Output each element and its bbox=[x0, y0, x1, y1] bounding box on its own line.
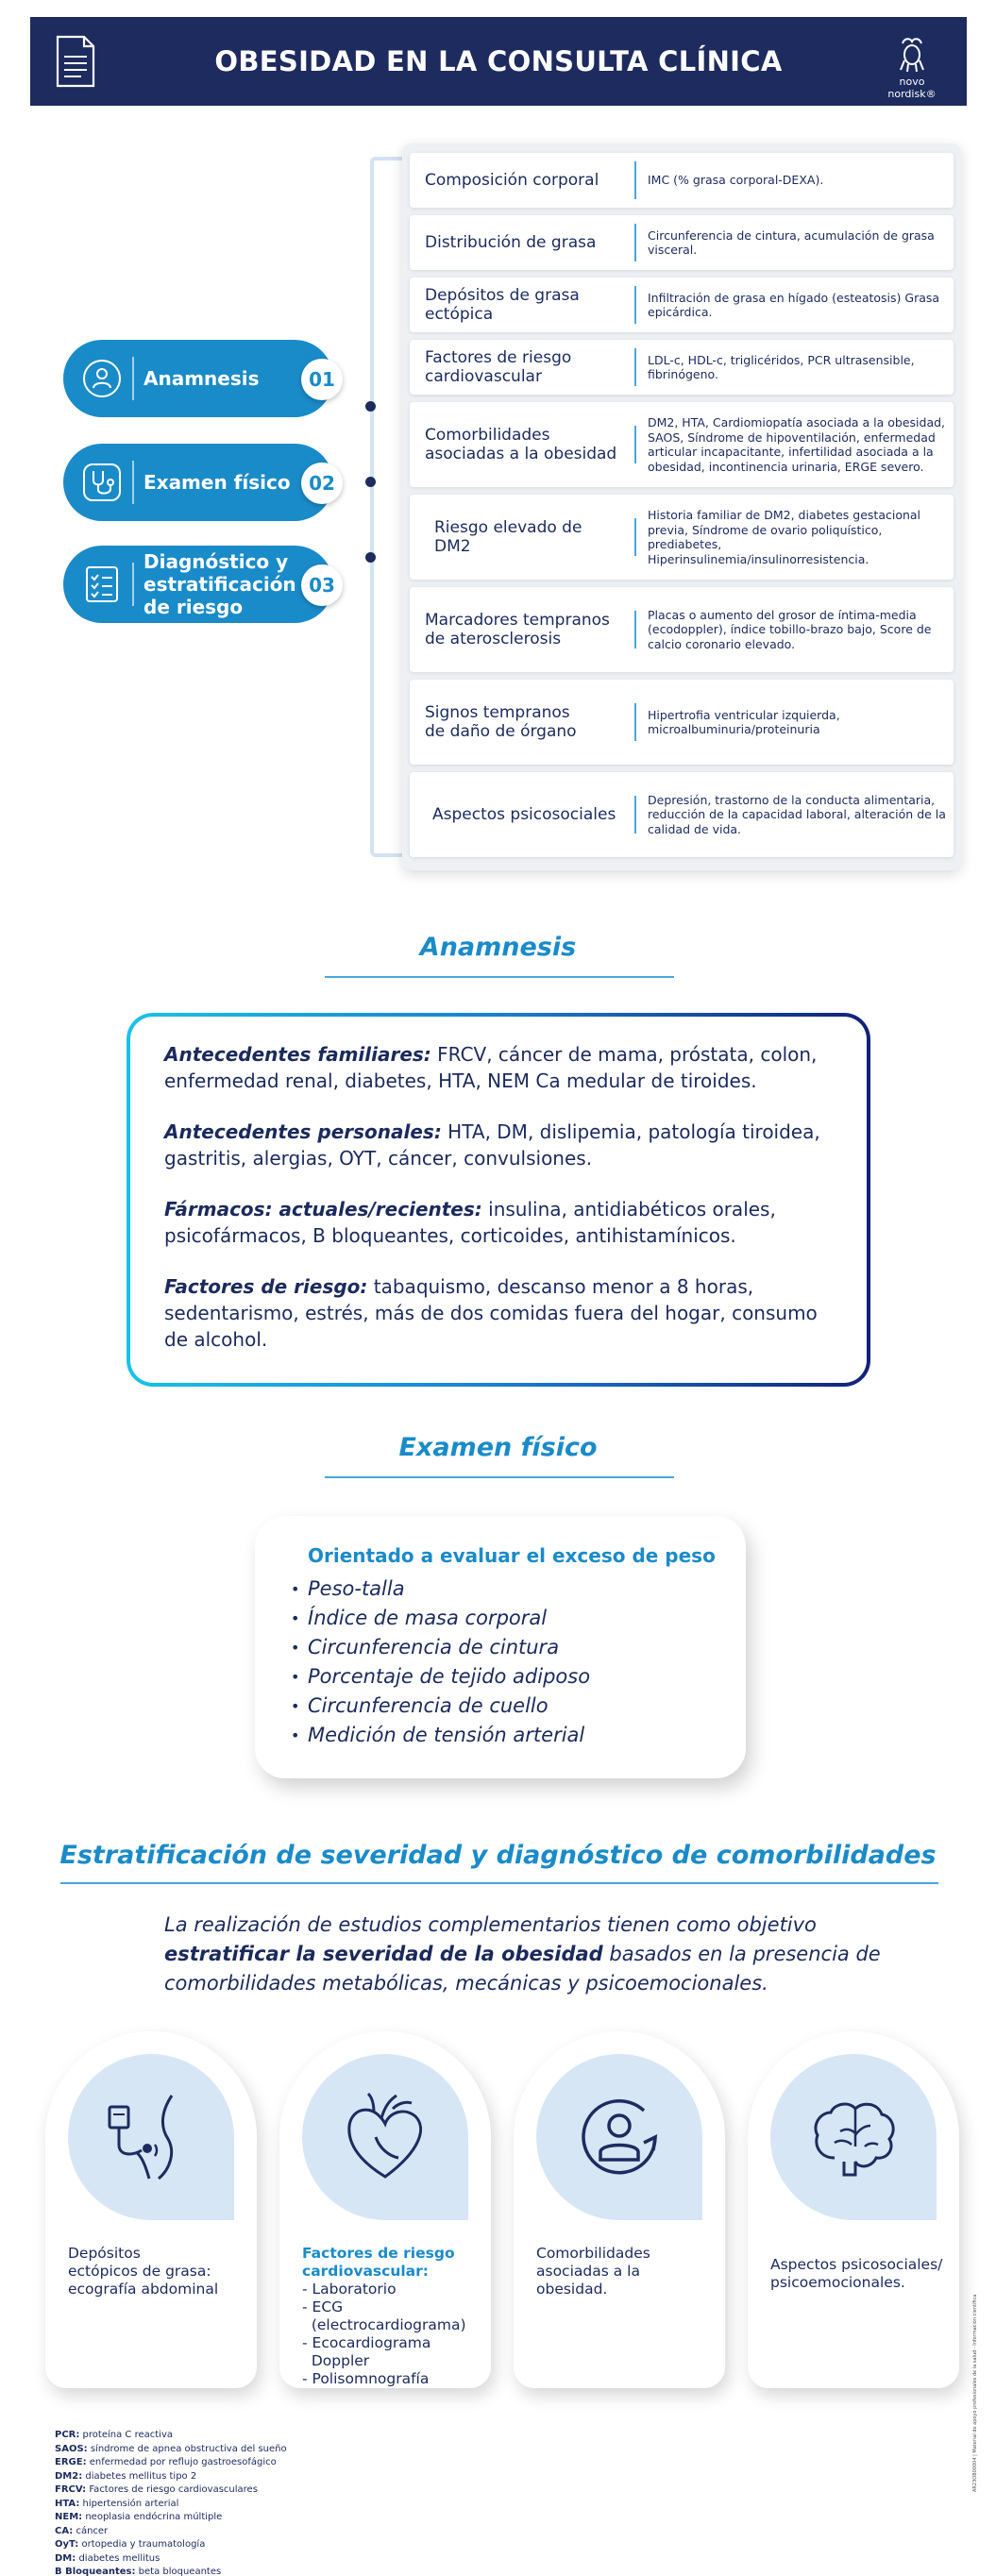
step-separator bbox=[132, 461, 134, 504]
row-label: Marcadores tempranos de aterosclerosis bbox=[425, 611, 610, 648]
anamnesis-item: Fármacos: actuales/recientes: insulina, antidiabéticos orales, psicofármacos, B bloqueantes, corticoides, antihistamínicos. bbox=[164, 1198, 776, 1247]
footnote: OyT: ortopedia y traumatología bbox=[55, 2539, 206, 2550]
footnote: FRCV: Factores de riesgo cardiovasculares bbox=[55, 2484, 258, 2495]
logo-text: novo nordisk® bbox=[887, 76, 937, 100]
list-item: • Índice de masa corporal bbox=[291, 1607, 548, 1629]
row-label: Distribución de grasa bbox=[425, 233, 597, 252]
anamnesis-item: Antecedentes personales: HTA, DM, dislipemia, patología tiroidea, gastritis, alergias, OYT, cáncer, convulsiones. bbox=[164, 1120, 820, 1170]
row-divider bbox=[634, 703, 636, 741]
card-factores-riesgo bbox=[279, 2031, 491, 2388]
step-number: 01 bbox=[301, 359, 343, 400]
card-depositos bbox=[45, 2031, 257, 2388]
novo-nordisk-logo bbox=[874, 36, 950, 100]
section-underline bbox=[325, 1476, 674, 1478]
row-description: Placas o aumento del grosor de íntima-media (ecodoppler), índice tobillo-brazo bajo, Score de calcio coronario elevado. bbox=[648, 607, 932, 651]
card-text: Depósitos ectópicos de grasa: ecografía abdominal bbox=[68, 2245, 219, 2298]
header-banner bbox=[30, 17, 967, 106]
criteria-row bbox=[410, 153, 954, 208]
criteria-row bbox=[410, 495, 954, 580]
footnote: NEM: neoplasia endócrina múltiple bbox=[55, 2512, 223, 2522]
step-anamnesis bbox=[63, 340, 333, 417]
footnote: DM2: diabetes mellitus tipo 2 bbox=[55, 2470, 197, 2482]
step-examen-fisico bbox=[63, 444, 333, 521]
list-item: • Peso-talla bbox=[291, 1577, 405, 1600]
footnotes bbox=[55, 2429, 287, 2576]
footnote: B Bloqueantes: beta bloqueantes bbox=[55, 2567, 222, 2576]
step-label: Diagnóstico y estratificación de riesgo bbox=[143, 550, 296, 618]
section-title-examen: Examen físico bbox=[398, 1433, 598, 1462]
page-title: OBESIDAD EN LA CONSULTA CLÍNICA bbox=[214, 45, 783, 77]
connector-dot-2 bbox=[365, 477, 376, 487]
row-label: Composición corporal bbox=[425, 171, 599, 190]
row-divider bbox=[634, 286, 636, 324]
card-comorbilidades bbox=[514, 2031, 725, 2388]
brain-icon bbox=[806, 2090, 901, 2184]
row-divider bbox=[634, 518, 636, 556]
row-label: Factores de riesgo cardiovascular bbox=[425, 348, 572, 386]
list-item: • Porcentaje de tejido adiposo bbox=[291, 1665, 591, 1688]
section-title-estratificacion: Estratificación de severidad y diagnóstico de comorbilidades bbox=[59, 1841, 937, 1870]
footnote: CA: cáncer bbox=[55, 2525, 109, 2536]
side-legal-code: AR23OB00004 | Material de apoyo profesionales de la salud - Información científica bbox=[972, 2294, 978, 2492]
list-item: • Circunferencia de cuello bbox=[291, 1694, 549, 1717]
footnote: PCR: proteína C reactiva bbox=[55, 2430, 173, 2440]
row-divider bbox=[634, 426, 636, 463]
card-text: Comorbilidades asociadas a la obesidad. bbox=[536, 2245, 650, 2298]
anamnesis-box bbox=[127, 1013, 870, 1387]
heart-icon bbox=[338, 2090, 432, 2184]
footnote: DM: diabetes mellitus bbox=[55, 2552, 160, 2564]
anamnesis-item: Antecedentes familiares: FRCV, cáncer de mama, próstata, colon, enfermedad renal, diabetes, HTA, NEM Ca medular de tiroides. bbox=[164, 1043, 818, 1092]
section-title-anamnesis: Anamnesis bbox=[419, 933, 577, 962]
row-description: IMC (% grasa corporal-DEXA). bbox=[648, 173, 824, 188]
person-icon bbox=[82, 359, 122, 398]
row-label: Riesgo elevado de DM2 bbox=[434, 518, 582, 556]
examen-heading: Orientado a evaluar el exceso de peso bbox=[308, 1544, 716, 1567]
row-divider bbox=[634, 161, 636, 199]
card-psicosociales bbox=[748, 2031, 959, 2388]
step-number: 02 bbox=[301, 463, 343, 504]
row-divider bbox=[634, 796, 636, 833]
criteria-row bbox=[410, 278, 954, 332]
row-description: LDL-c, HDL-c, triglicéridos, PCR ultrasensible, fibrinógeno. bbox=[648, 352, 915, 381]
abdominal-ultrasound-icon bbox=[104, 2090, 198, 2184]
apis-bull-icon bbox=[893, 36, 931, 74]
estratificacion-text: La realización de estudios complementarios tienen como objetivo estratificar la severidad de la obesidad basados en la presencia de comorbilidades metabólicas, mecánicas y psicoemocionales. bbox=[164, 1913, 881, 1995]
row-description: Circunferencia de cintura, acumulación de grasa visceral. bbox=[648, 227, 935, 257]
row-divider bbox=[634, 348, 636, 386]
step-separator bbox=[132, 563, 134, 606]
step-separator bbox=[132, 357, 134, 400]
criteria-panel bbox=[402, 143, 961, 870]
connector-dot-1 bbox=[365, 401, 376, 412]
row-label: Aspectos psicosociales bbox=[432, 805, 616, 824]
row-description: Depresión, trastorno de la conducta alimentaria, reducción de la capacidad laboral, alteración de la calidad de vida. bbox=[648, 792, 946, 836]
list-item: • Medición de tensión arterial bbox=[291, 1724, 585, 1746]
criteria-row bbox=[410, 680, 954, 765]
row-description: Hipertrofia ventricular izquierda, microalbuminuria/proteinuria bbox=[648, 707, 840, 736]
criteria-row bbox=[410, 402, 954, 487]
criteria-row bbox=[410, 587, 954, 672]
bracket-connector bbox=[370, 157, 402, 857]
examen-box bbox=[255, 1516, 746, 1778]
row-description: DM2, HTA, Cardiomiopatía asociada a la obesidad, SAOS, Síndrome de hipoventilación, enfermedad articular incapacitante, infertilidad asociada a la obesidad, incontinencia urinaria, ERGE severo. bbox=[648, 415, 946, 474]
step-label: Examen físico bbox=[143, 471, 291, 494]
section-underline bbox=[325, 976, 674, 978]
anamnesis-item: Factores de riesgo: tabaquismo, descanso menor a 8 horas, sedentarismo, estrés, más de dos comidas fuera del hogar, consumo de alcohol. bbox=[164, 1275, 818, 1351]
footnote: HTA: hipertensión arterial bbox=[55, 2498, 179, 2509]
card-title: Factores de riesgo cardiovascular: bbox=[302, 2245, 455, 2280]
criteria-row bbox=[410, 340, 954, 395]
row-description: Historia familiar de DM2, diabetes gestacional previa, Síndrome de ovario poliquístico, prediabetes, Hiperinsulinemia/insulinorresistencia. bbox=[648, 508, 921, 566]
row-label: Signos tempranos de daño de órgano bbox=[425, 703, 577, 741]
step-label: Anamnesis bbox=[143, 367, 260, 390]
row-description: Infiltración de grasa en hígado (esteatosis) Grasa epicárdica. bbox=[648, 290, 940, 319]
row-divider bbox=[634, 611, 636, 648]
stethoscope-icon bbox=[82, 463, 122, 502]
step-number: 03 bbox=[301, 564, 343, 606]
section-underline bbox=[60, 1882, 938, 1884]
connector-dot-3 bbox=[365, 552, 376, 563]
list-item: • Circunferencia de cintura bbox=[291, 1636, 560, 1658]
row-label: Depósitos de grasa ectópica bbox=[425, 286, 580, 324]
footnote: SAOS: síndrome de apnea obstructiva del sueño bbox=[55, 2443, 287, 2454]
criteria-row bbox=[410, 772, 954, 857]
card-text: Factores de riesgo cardiovascular: - Laboratorio - ECG (electrocardiograma) - Ecocardiograma Doppler - Polisomnografía bbox=[302, 2245, 481, 2388]
checklist-icon bbox=[82, 564, 122, 604]
row-divider bbox=[634, 224, 636, 261]
card-text: Aspectos psicosociales/ psicoemocionales. bbox=[770, 2256, 943, 2291]
step-diagnostico bbox=[63, 546, 333, 623]
footnote: ERGE: enfermedad por reflujo gastroesofágico bbox=[55, 2457, 277, 2467]
person-cycle-icon bbox=[572, 2090, 667, 2184]
row-label: Comorbilidades asociadas a la obesidad bbox=[425, 426, 617, 463]
criteria-row bbox=[410, 215, 954, 270]
